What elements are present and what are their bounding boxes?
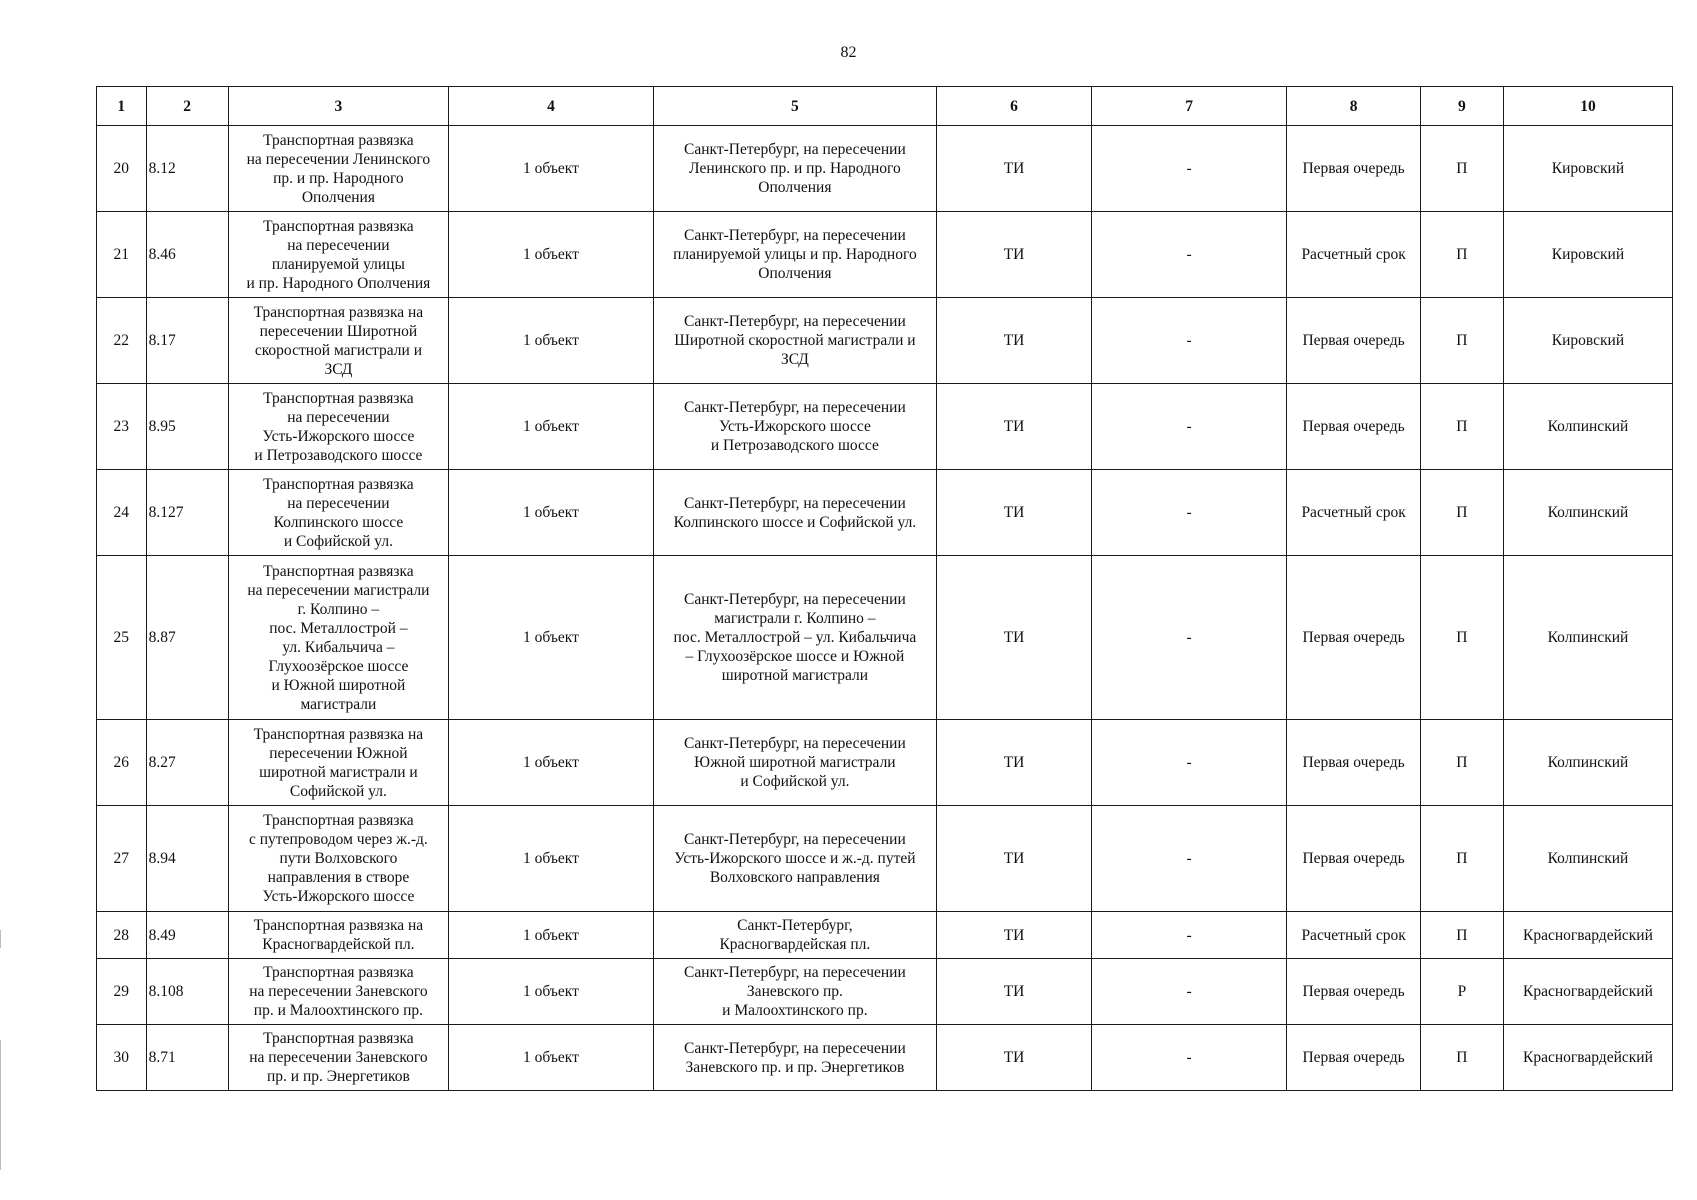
row-number: 30	[97, 1025, 147, 1091]
stage: Первая очередь	[1287, 1025, 1421, 1091]
district: Колпинский	[1503, 720, 1672, 806]
quantity: 1 объект	[449, 212, 653, 298]
interchange-table	[96, 86, 1673, 1091]
column-header: 3	[228, 87, 449, 126]
district: Кировский	[1503, 298, 1672, 384]
stage: Первая очередь	[1287, 556, 1421, 720]
district: Кировский	[1503, 212, 1672, 298]
status: Р	[1420, 959, 1503, 1025]
district: Колпинский	[1503, 806, 1672, 912]
object-name: Транспортная развязка на пересечении Колпинского шоссе и Софийской ул.	[228, 470, 449, 556]
status: П	[1420, 470, 1503, 556]
table-row	[97, 298, 1673, 384]
quantity: 1 объект	[449, 912, 653, 959]
object-type: ТИ	[937, 384, 1092, 470]
row-number: 26	[97, 720, 147, 806]
quantity: 1 объект	[449, 1025, 653, 1091]
object-type: ТИ	[937, 126, 1092, 212]
object-name: Транспортная развязка на пересечении планируемой улицы и пр. Народного Ополчения	[228, 212, 449, 298]
location: Санкт-Петербург, на пересечении Колпинского шоссе и Софийской ул.	[653, 470, 936, 556]
stage: Расчетный срок	[1287, 212, 1421, 298]
table-row	[97, 126, 1673, 212]
object-type: ТИ	[937, 912, 1092, 959]
column-7-value: -	[1091, 1025, 1286, 1091]
column-7-value: -	[1091, 556, 1286, 720]
column-header: 7	[1091, 87, 1286, 126]
object-type: ТИ	[937, 212, 1092, 298]
column-header: 6	[937, 87, 1092, 126]
object-name: Транспортная развязка на пересечении магистрали г. Колпино – пос. Металлострой – ул. Кибальчича – Глухоозёрское шоссе и Южной широтной магистрали	[228, 556, 449, 720]
item-code: 8.12	[146, 126, 228, 212]
column-header: 4	[449, 87, 653, 126]
district: Колпинский	[1503, 556, 1672, 720]
quantity: 1 объект	[449, 556, 653, 720]
row-number: 22	[97, 298, 147, 384]
table-row	[97, 1025, 1673, 1091]
quantity: 1 объект	[449, 384, 653, 470]
district: Красногвардейский	[1503, 959, 1672, 1025]
table-row	[97, 212, 1673, 298]
object-type: ТИ	[937, 959, 1092, 1025]
object-name: Транспортная развязка с путепроводом через ж.-д. пути Волховского направления в створе Усть-Ижорского шоссе	[228, 806, 449, 912]
column-header: 1	[97, 87, 147, 126]
row-number: 29	[97, 959, 147, 1025]
stage: Первая очередь	[1287, 126, 1421, 212]
location: Санкт-Петербург, на пересечении планируемой улицы и пр. Народного Ополчения	[653, 212, 936, 298]
row-number: 25	[97, 556, 147, 720]
status: П	[1420, 720, 1503, 806]
stage: Первая очередь	[1287, 959, 1421, 1025]
column-7-value: -	[1091, 470, 1286, 556]
district: Красногвардейский	[1503, 1025, 1672, 1091]
stage: Первая очередь	[1287, 384, 1421, 470]
scan-margin-line	[0, 1040, 1, 1170]
item-code: 8.17	[146, 298, 228, 384]
scan-margin-line	[0, 930, 1, 948]
status: П	[1420, 212, 1503, 298]
stage: Расчетный срок	[1287, 470, 1421, 556]
page-number: 82	[840, 44, 857, 61]
item-code: 8.94	[146, 806, 228, 912]
object-type: ТИ	[937, 720, 1092, 806]
item-code: 8.27	[146, 720, 228, 806]
quantity: 1 объект	[449, 470, 653, 556]
table-row	[97, 384, 1673, 470]
column-7-value: -	[1091, 126, 1286, 212]
district: Красногвардейский	[1503, 912, 1672, 959]
header-row	[97, 87, 1673, 126]
column-header: 5	[653, 87, 936, 126]
row-number: 27	[97, 806, 147, 912]
quantity: 1 объект	[449, 959, 653, 1025]
column-header: 10	[1503, 87, 1672, 126]
table-row	[97, 470, 1673, 556]
status: П	[1420, 298, 1503, 384]
status: П	[1420, 556, 1503, 720]
row-number: 28	[97, 912, 147, 959]
stage: Первая очередь	[1287, 806, 1421, 912]
object-name: Транспортная развязка на пересечении Заневского пр. и Малоохтинского пр.	[228, 959, 449, 1025]
location: Санкт-Петербург, на пересечении Усть-Ижорского шоссе и Петрозаводского шоссе	[653, 384, 936, 470]
column-header: 9	[1420, 87, 1503, 126]
item-code: 8.46	[146, 212, 228, 298]
column-header: 8	[1287, 87, 1421, 126]
location: Санкт-Петербург, на пересечении магистрали г. Колпино – пос. Металлострой – ул. Кибальчича – Глухоозёрское шоссе и Южной широтной магистрали	[653, 556, 936, 720]
location: Санкт-Петербург, на пересечении Южной широтной магистрали и Софийской ул.	[653, 720, 936, 806]
column-7-value: -	[1091, 912, 1286, 959]
status: П	[1420, 1025, 1503, 1091]
column-7-value: -	[1091, 298, 1286, 384]
table-row	[97, 959, 1673, 1025]
item-code: 8.127	[146, 470, 228, 556]
district: Кировский	[1503, 126, 1672, 212]
object-type: ТИ	[937, 470, 1092, 556]
column-header: 2	[146, 87, 228, 126]
location: Санкт-Петербург, на пересечении Ленинского пр. и пр. Народного Ополчения	[653, 126, 936, 212]
column-7-value: -	[1091, 806, 1286, 912]
column-7-value: -	[1091, 959, 1286, 1025]
row-number: 23	[97, 384, 147, 470]
status: П	[1420, 126, 1503, 212]
quantity: 1 объект	[449, 298, 653, 384]
location: Санкт-Петербург, на пересечении Заневского пр. и Малоохтинского пр.	[653, 959, 936, 1025]
object-type: ТИ	[937, 298, 1092, 384]
object-type: ТИ	[937, 1025, 1092, 1091]
object-type: ТИ	[937, 556, 1092, 720]
column-7-value: -	[1091, 720, 1286, 806]
object-name: Транспортная развязка на пересечении Широтной скоростной магистрали и ЗСД	[228, 298, 449, 384]
object-name: Транспортная развязка на пересечении Усть-Ижорского шоссе и Петрозаводского шоссе	[228, 384, 449, 470]
object-type: ТИ	[937, 806, 1092, 912]
object-name: Транспортная развязка на пересечении Заневского пр. и пр. Энергетиков	[228, 1025, 449, 1091]
stage: Расчетный срок	[1287, 912, 1421, 959]
item-code: 8.95	[146, 384, 228, 470]
item-code: 8.108	[146, 959, 228, 1025]
quantity: 1 объект	[449, 806, 653, 912]
stage: Первая очередь	[1287, 298, 1421, 384]
location: Санкт-Петербург, на пересечении Усть-Ижорского шоссе и ж.-д. путей Волховского направления	[653, 806, 936, 912]
row-number: 24	[97, 470, 147, 556]
status: П	[1420, 384, 1503, 470]
row-number: 20	[97, 126, 147, 212]
location: Санкт-Петербург, на пересечении Широтной скоростной магистрали и ЗСД	[653, 298, 936, 384]
table-row	[97, 720, 1673, 806]
column-7-value: -	[1091, 212, 1286, 298]
item-code: 8.49	[146, 912, 228, 959]
district: Колпинский	[1503, 384, 1672, 470]
location: Санкт-Петербург, на пересечении Заневского пр. и пр. Энергетиков	[653, 1025, 936, 1091]
table-row	[97, 912, 1673, 959]
stage: Первая очередь	[1287, 720, 1421, 806]
object-name: Транспортная развязка на пересечении Ленинского пр. и пр. Народного Ополчения	[228, 126, 449, 212]
row-number: 21	[97, 212, 147, 298]
table-row	[97, 806, 1673, 912]
status: П	[1420, 806, 1503, 912]
item-code: 8.87	[146, 556, 228, 720]
column-7-value: -	[1091, 384, 1286, 470]
quantity: 1 объект	[449, 126, 653, 212]
object-name: Транспортная развязка на Красногвардейской пл.	[228, 912, 449, 959]
quantity: 1 объект	[449, 720, 653, 806]
table-row	[97, 556, 1673, 720]
object-name: Транспортная развязка на пересечении Южной широтной магистрали и Софийской ул.	[228, 720, 449, 806]
location: Санкт-Петербург, Красногвардейская пл.	[653, 912, 936, 959]
status: П	[1420, 912, 1503, 959]
district: Колпинский	[1503, 470, 1672, 556]
item-code: 8.71	[146, 1025, 228, 1091]
